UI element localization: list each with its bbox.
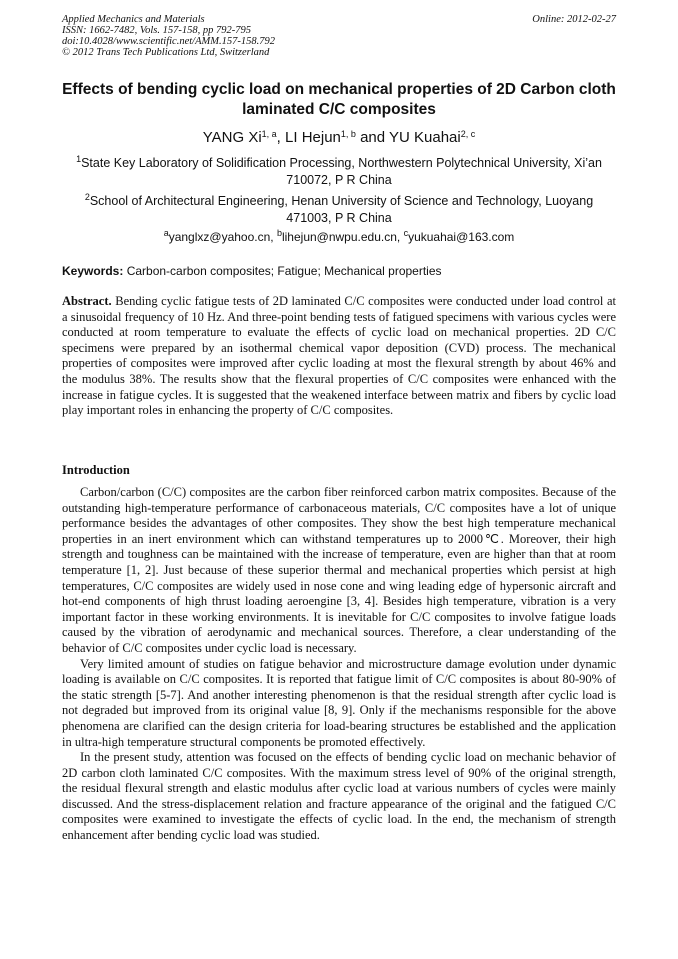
email-sup: b: [276, 228, 282, 238]
email-link[interactable]: yukuahai@163.com: [408, 230, 515, 244]
author-name: YU Kuahai: [389, 129, 461, 146]
doi-line: doi:10.4028/www.scientific.net/AMM.157-158.792: [62, 36, 275, 47]
email-link[interactable]: yanglxz@yahoo.cn,: [168, 230, 277, 244]
email-sup: a: [163, 228, 169, 238]
affiliation-sup: 2: [84, 192, 90, 202]
abstract-text: Bending cyclic fatigue tests of 2D laminated C/C composites were conducted under load control at a sinusoidal frequency of 10 Hz. And three-point bending tests of fatigued specimens with various cycles were conducted at room temperature to evaluate the effects of cyclic load on mechanical properties. 2D C/C specimens were prepared by an isothermal chemical vapor deposition (CVD) process. The mechanical properties of composites were improved after cyclic loading at most the flexural strength by about 46% and the modulus 38%. The results show that the flexural properties of C/C composites were enhanced with the increase in fatigue cycles. It is suggested that the weakened interface between matrix and fibers by cyclic load play important roles in enhancing the property of C/C composites.: [62, 294, 616, 418]
affiliation-text: School of Architectural Engineering, Henan University of Science and Technology, Luoyang 471003, P R China: [89, 194, 594, 225]
email-list: [62, 229, 616, 245]
keywords: [62, 263, 616, 279]
email-link[interactable]: lihejun@nwpu.edu.cn,: [281, 230, 404, 244]
affiliation-text: State Key Laboratory of Solidification Processing, Northwestern Polytechnical University, Xi’an 710072, P R China: [81, 156, 602, 187]
author-separator: and: [355, 129, 389, 146]
author-list: [62, 129, 616, 147]
section-heading-introduction: Introduction: [62, 463, 130, 477]
paragraph: In the present study, attention was focused on the effects of bending cyclic load on mechanic behavior of 2D carbon cloth laminated C/C composites. With the maximum stress level of 90% of the original strength, the residual flexural strength and elastic modulus after cyclic load at various numbers of cycles were mainly discussed. And the stress-displacement relation and fracture appearance of the original and the fatigued C/C composites were examined to investigate the effects of cyclic load. In the end, the mechanism of strength enhancement after bending cyclic load was studied.: [62, 750, 616, 843]
keywords-label: Keywords:: [62, 264, 124, 278]
journal-name: Applied Mechanics and Materials: [62, 14, 205, 25]
keywords-text: Carbon-carbon composites; Fatigue; Mechanical properties: [123, 264, 442, 278]
introduction-body: [62, 485, 616, 844]
abstract-label: Abstract.: [62, 294, 112, 308]
abstract: [62, 294, 616, 419]
affiliation-2: [62, 193, 616, 227]
affiliation-1: [62, 155, 616, 189]
journal-header: [62, 14, 616, 58]
author-sup: 1, b: [340, 129, 356, 139]
issn-line: ISSN: 1662-7482, Vols. 157-158, pp 792-795: [62, 25, 251, 36]
author-name: YANG Xi: [202, 129, 262, 146]
author-sup: 1, a: [261, 129, 277, 139]
affiliation-sup: 1: [76, 154, 82, 164]
online-date: Online: 2012-02-27: [532, 14, 616, 25]
author-separator: ,: [276, 129, 286, 146]
paragraph: Carbon/carbon (C/C) composites are the carbon fiber reinforced carbon matrix composites. Because of the outstanding high-temperature performance of carbonaceous materials, C/C composites have a lot of unique performance besides the advantages of other composites. They show the best high temperature mechanical properties in an inert environment which can withstand temperatures up to 2000℃. Moreover, their high strength and toughness can be maintained with the increase of temperature, even are higher than that at room temperature [1, 2]. Just because of these superior thermal and mechanical properties which persist at high temperatures, C/C composites are widely used in nose cone and wing leading edge of hypersonic aircraft and hot-end components of high thrust loading aeroengine [3, 4]. Besides high temperature, vibration is a very important factor in these working environments. It is inevitable for C/C composites to involve fatigue loads caused by the vibration of aerodynamic and mechanical sources. Therefore, a clear understanding of the behavior of C/C composites under cyclic load is necessary.: [62, 485, 616, 655]
paragraph: Very limited amount of studies on fatigue behavior and microstructure damage evolution under dynamic loading is available on C/C composites. It is reported that fatigue limit of C/C composites is about 80-90% of the static strength [5-7]. And another interesting phenomenon is that the residual strength after cyclic load is not degraded but improved from its original value [8, 9]. Only if the mechanisms responsible for the above phenomena are clarified can the design criteria for load-bearing structures be established and the application in ultra-high temperature structural components be promoted effectively.: [62, 656, 616, 749]
email-sup: c: [403, 228, 409, 238]
author-name: LI Hejun: [285, 129, 341, 146]
copyright-line: © 2012 Trans Tech Publications Ltd, Switzerland: [62, 47, 270, 58]
author-sup: 2, c: [460, 129, 476, 139]
paper-title: Effects of bending cyclic load on mechanical properties of 2D Carbon cloth laminated C/C composites: [62, 81, 616, 118]
